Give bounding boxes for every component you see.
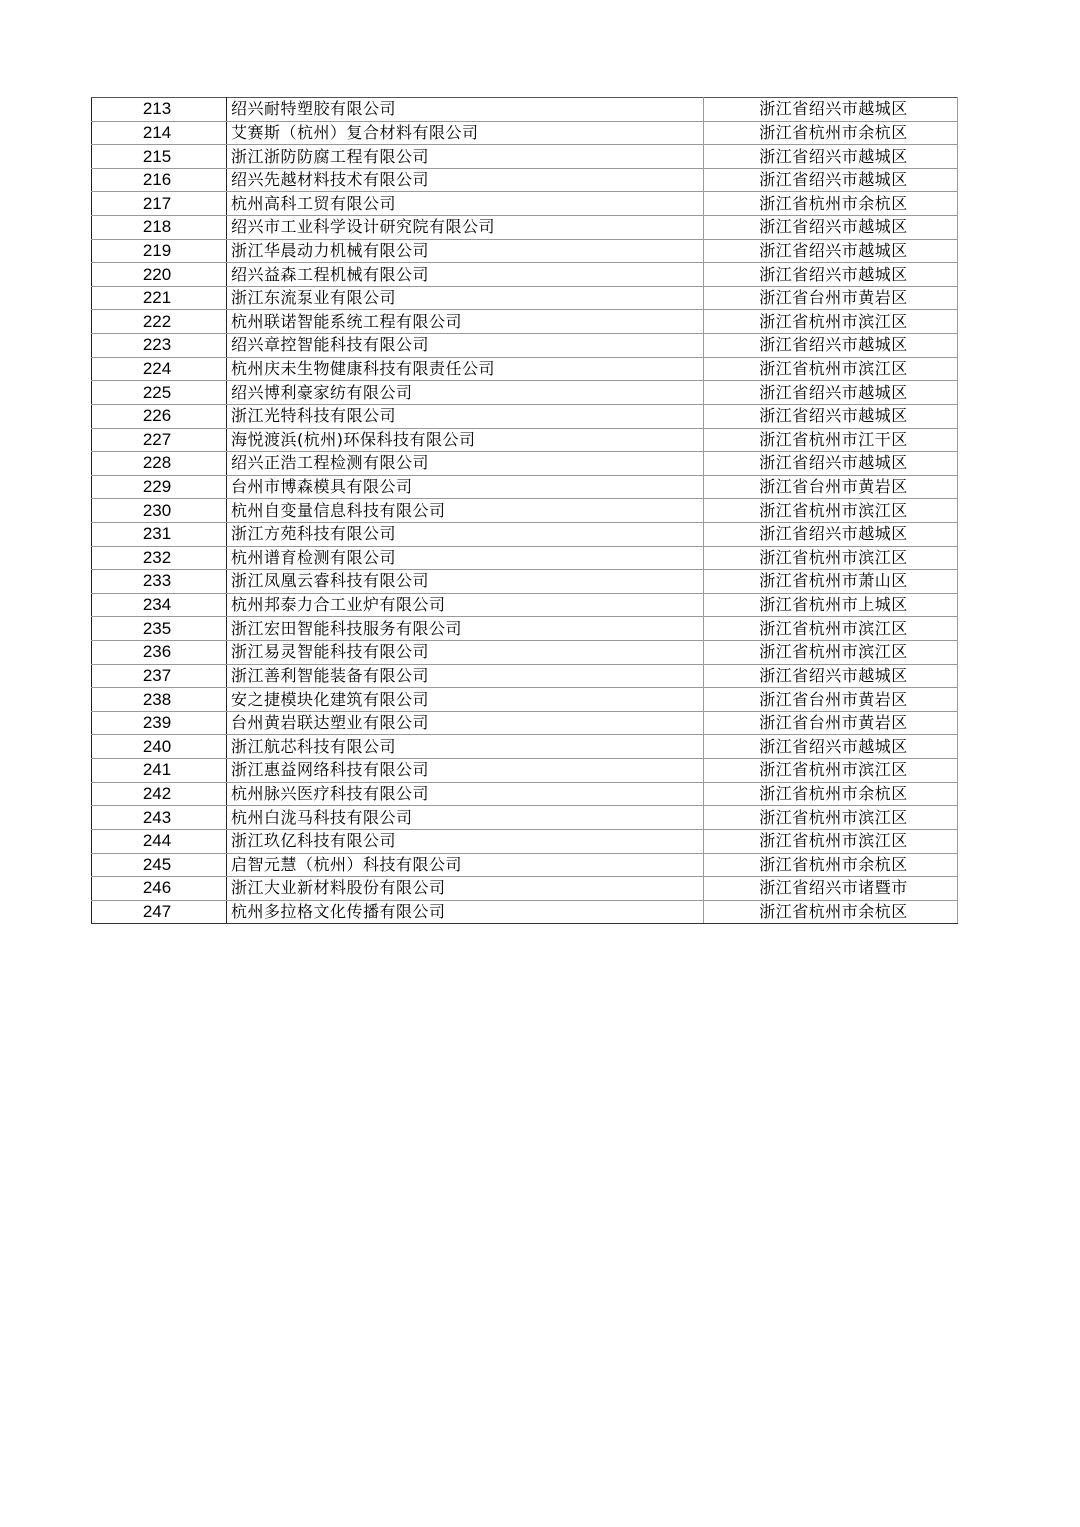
table-row xyxy=(92,593,958,617)
company-name: 杭州多拉格文化传播有限公司 xyxy=(227,900,704,924)
table-row xyxy=(92,286,958,310)
company-location: 浙江省杭州市滨江区 xyxy=(704,829,958,853)
company-location: 浙江省台州市黄岩区 xyxy=(704,711,958,735)
company-location: 浙江省绍兴市越城区 xyxy=(704,404,958,428)
row-number: 238 xyxy=(92,688,227,712)
table-row xyxy=(92,522,958,546)
company-name: 浙江凤凰云睿科技有限公司 xyxy=(227,570,704,594)
company-location: 浙江省杭州市滨江区 xyxy=(704,310,958,334)
company-name: 绍兴博利豪家纺有限公司 xyxy=(227,381,704,405)
row-number: 215 xyxy=(92,145,227,169)
company-name: 安之捷模块化建筑有限公司 xyxy=(227,688,704,712)
row-number: 235 xyxy=(92,617,227,641)
row-number: 214 xyxy=(92,121,227,145)
table-row xyxy=(92,263,958,287)
company-location: 浙江省杭州市滨江区 xyxy=(704,546,958,570)
table-row xyxy=(92,168,958,192)
company-name: 绍兴市工业科学设计研究院有限公司 xyxy=(227,216,704,240)
company-location: 浙江省绍兴市越城区 xyxy=(704,216,958,240)
company-list-table xyxy=(91,97,958,924)
company-name: 艾赛斯（杭州）复合材料有限公司 xyxy=(227,121,704,145)
row-number: 244 xyxy=(92,829,227,853)
row-number: 220 xyxy=(92,263,227,287)
company-name: 绍兴益森工程机械有限公司 xyxy=(227,263,704,287)
company-name: 浙江东流泵业有限公司 xyxy=(227,286,704,310)
company-location: 浙江省台州市黄岩区 xyxy=(704,688,958,712)
company-location: 浙江省杭州市滨江区 xyxy=(704,357,958,381)
company-name: 杭州脉兴医疗科技有限公司 xyxy=(227,782,704,806)
company-name: 杭州联诺智能系统工程有限公司 xyxy=(227,310,704,334)
company-location: 浙江省杭州市上城区 xyxy=(704,593,958,617)
table-row xyxy=(92,192,958,216)
row-number: 213 xyxy=(92,98,227,122)
row-number: 228 xyxy=(92,452,227,476)
row-number: 221 xyxy=(92,286,227,310)
company-location: 浙江省绍兴市越城区 xyxy=(704,664,958,688)
company-location: 浙江省杭州市滨江区 xyxy=(704,617,958,641)
row-number: 216 xyxy=(92,168,227,192)
table-row xyxy=(92,145,958,169)
company-location: 浙江省杭州市滨江区 xyxy=(704,641,958,665)
company-name: 杭州白泷马科技有限公司 xyxy=(227,806,704,830)
table-row xyxy=(92,404,958,428)
company-location: 浙江省杭州市余杭区 xyxy=(704,192,958,216)
row-number: 222 xyxy=(92,310,227,334)
row-number: 241 xyxy=(92,759,227,783)
table-row xyxy=(92,357,958,381)
company-location: 浙江省绍兴市越城区 xyxy=(704,263,958,287)
row-number: 223 xyxy=(92,334,227,358)
company-name: 杭州邦泰力合工业炉有限公司 xyxy=(227,593,704,617)
table-row xyxy=(92,806,958,830)
table-row xyxy=(92,310,958,334)
company-name: 杭州自变量信息科技有限公司 xyxy=(227,499,704,523)
row-number: 243 xyxy=(92,806,227,830)
company-location: 浙江省绍兴市越城区 xyxy=(704,381,958,405)
table-row xyxy=(92,381,958,405)
company-name: 杭州庆未生物健康科技有限责任公司 xyxy=(227,357,704,381)
company-name: 浙江玖亿科技有限公司 xyxy=(227,829,704,853)
table-row xyxy=(92,782,958,806)
table-row xyxy=(92,499,958,523)
table-row xyxy=(92,239,958,263)
company-name: 杭州高科工贸有限公司 xyxy=(227,192,704,216)
table-row xyxy=(92,216,958,240)
company-name: 绍兴正浩工程检测有限公司 xyxy=(227,452,704,476)
company-location: 浙江省绍兴市越城区 xyxy=(704,452,958,476)
table-row xyxy=(92,570,958,594)
table-row xyxy=(92,121,958,145)
table-row xyxy=(92,98,958,122)
table-row xyxy=(92,475,958,499)
row-number: 246 xyxy=(92,877,227,901)
company-location: 浙江省杭州市余杭区 xyxy=(704,853,958,877)
company-location: 浙江省绍兴市越城区 xyxy=(704,522,958,546)
company-location: 浙江省杭州市萧山区 xyxy=(704,570,958,594)
row-number: 237 xyxy=(92,664,227,688)
company-name: 绍兴耐特塑胶有限公司 xyxy=(227,98,704,122)
row-number: 227 xyxy=(92,428,227,452)
company-location: 浙江省绍兴市诸暨市 xyxy=(704,877,958,901)
row-number: 234 xyxy=(92,593,227,617)
company-name: 浙江浙防防腐工程有限公司 xyxy=(227,145,704,169)
table-row xyxy=(92,617,958,641)
row-number: 229 xyxy=(92,475,227,499)
row-number: 219 xyxy=(92,239,227,263)
company-location: 浙江省杭州市滨江区 xyxy=(704,806,958,830)
table-row xyxy=(92,900,958,924)
table-row xyxy=(92,688,958,712)
company-name: 浙江惠益网络科技有限公司 xyxy=(227,759,704,783)
row-number: 242 xyxy=(92,782,227,806)
company-name: 台州市博森模具有限公司 xyxy=(227,475,704,499)
table-row xyxy=(92,428,958,452)
company-location: 浙江省台州市黄岩区 xyxy=(704,475,958,499)
table-row xyxy=(92,711,958,735)
row-number: 225 xyxy=(92,381,227,405)
company-location: 浙江省绍兴市越城区 xyxy=(704,168,958,192)
table-row xyxy=(92,641,958,665)
table-row xyxy=(92,452,958,476)
row-number: 230 xyxy=(92,499,227,523)
company-name: 浙江光特科技有限公司 xyxy=(227,404,704,428)
company-name: 浙江善利智能装备有限公司 xyxy=(227,664,704,688)
row-number: 224 xyxy=(92,357,227,381)
company-location: 浙江省台州市黄岩区 xyxy=(704,286,958,310)
company-name: 浙江方苑科技有限公司 xyxy=(227,522,704,546)
table-row xyxy=(92,759,958,783)
table-row xyxy=(92,664,958,688)
company-location: 浙江省杭州市江干区 xyxy=(704,428,958,452)
company-name: 浙江华晨动力机械有限公司 xyxy=(227,239,704,263)
company-location: 浙江省杭州市滨江区 xyxy=(704,499,958,523)
row-number: 217 xyxy=(92,192,227,216)
company-name: 浙江宏田智能科技服务有限公司 xyxy=(227,617,704,641)
table-row xyxy=(92,735,958,759)
company-location: 浙江省杭州市余杭区 xyxy=(704,121,958,145)
company-name: 杭州谱育检测有限公司 xyxy=(227,546,704,570)
company-name: 海悦渡浜(杭州)环保科技有限公司 xyxy=(227,428,704,452)
company-location: 浙江省绍兴市越城区 xyxy=(704,735,958,759)
row-number: 218 xyxy=(92,216,227,240)
row-number: 226 xyxy=(92,404,227,428)
company-name: 浙江易灵智能科技有限公司 xyxy=(227,641,704,665)
company-name: 启智元慧（杭州）科技有限公司 xyxy=(227,853,704,877)
row-number: 236 xyxy=(92,641,227,665)
row-number: 233 xyxy=(92,570,227,594)
row-number: 245 xyxy=(92,853,227,877)
company-location: 浙江省绍兴市越城区 xyxy=(704,145,958,169)
row-number: 231 xyxy=(92,522,227,546)
company-name: 绍兴先越材料技术有限公司 xyxy=(227,168,704,192)
company-location: 浙江省杭州市余杭区 xyxy=(704,782,958,806)
table-row xyxy=(92,334,958,358)
company-name: 绍兴章控智能科技有限公司 xyxy=(227,334,704,358)
table-row xyxy=(92,877,958,901)
row-number: 239 xyxy=(92,711,227,735)
company-name: 浙江大业新材料股份有限公司 xyxy=(227,877,704,901)
company-name: 浙江航芯科技有限公司 xyxy=(227,735,704,759)
company-location: 浙江省杭州市滨江区 xyxy=(704,759,958,783)
row-number: 240 xyxy=(92,735,227,759)
company-location: 浙江省绍兴市越城区 xyxy=(704,239,958,263)
company-location: 浙江省绍兴市越城区 xyxy=(704,98,958,122)
table-row xyxy=(92,853,958,877)
company-location: 浙江省绍兴市越城区 xyxy=(704,334,958,358)
table-row xyxy=(92,829,958,853)
company-name: 台州黄岩联达塑业有限公司 xyxy=(227,711,704,735)
row-number: 247 xyxy=(92,900,227,924)
table-body xyxy=(92,98,958,924)
table-row xyxy=(92,546,958,570)
company-list-table-wrapper xyxy=(91,97,957,924)
company-location: 浙江省杭州市余杭区 xyxy=(704,900,958,924)
row-number: 232 xyxy=(92,546,227,570)
